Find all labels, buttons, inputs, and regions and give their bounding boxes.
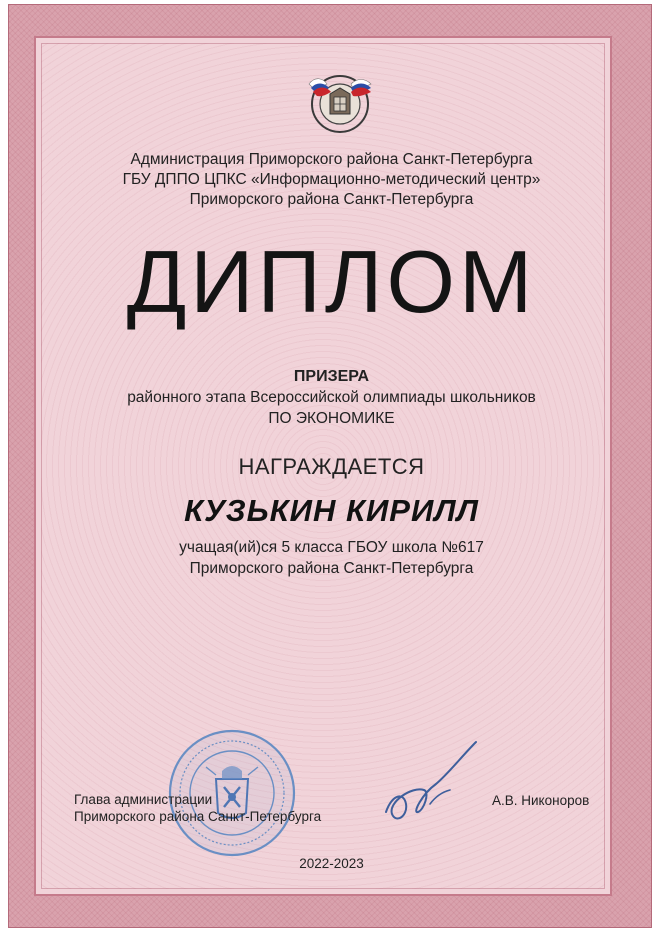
diploma-degree: ПРИЗЕРА — [293, 368, 370, 385]
signer-position-line-2: Приморского района Санкт-Петербурга — [74, 809, 322, 824]
organizer-line-3: Приморского района Санкт-Петербурга — [189, 191, 474, 208]
diploma-title: ДИПЛОМ — [126, 232, 537, 331]
olympiad-stage: районного этапа Всероссийской олимпиады школьников — [127, 389, 536, 406]
academic-year: 2022-2023 — [299, 856, 364, 871]
organizer-line-1: Администрация Приморского района Санкт-Петербурга — [130, 151, 533, 168]
handwritten-signature-icon — [378, 734, 486, 830]
organizer-line-2: ГБУ ДППО ЦПКС «Информационно-методический центр» — [122, 171, 541, 188]
winner-name: КУЗЬКИН КИРИЛЛ — [184, 493, 479, 528]
signer-position-line-1: Глава администрации — [74, 792, 213, 807]
olympiad-subject: ПО ЭКОНОМИКЕ — [268, 410, 395, 427]
student-district: Приморского района Санкт-Петербурга — [189, 560, 474, 577]
olympiad-emblem-icon — [301, 66, 379, 136]
student-info: учащая(ий)ся 5 класса ГБОУ школа №617 — [179, 539, 484, 556]
signer-name: А.В. Никоноров — [492, 793, 590, 808]
awarded-label: НАГРАЖДАЕТСЯ — [238, 454, 425, 479]
